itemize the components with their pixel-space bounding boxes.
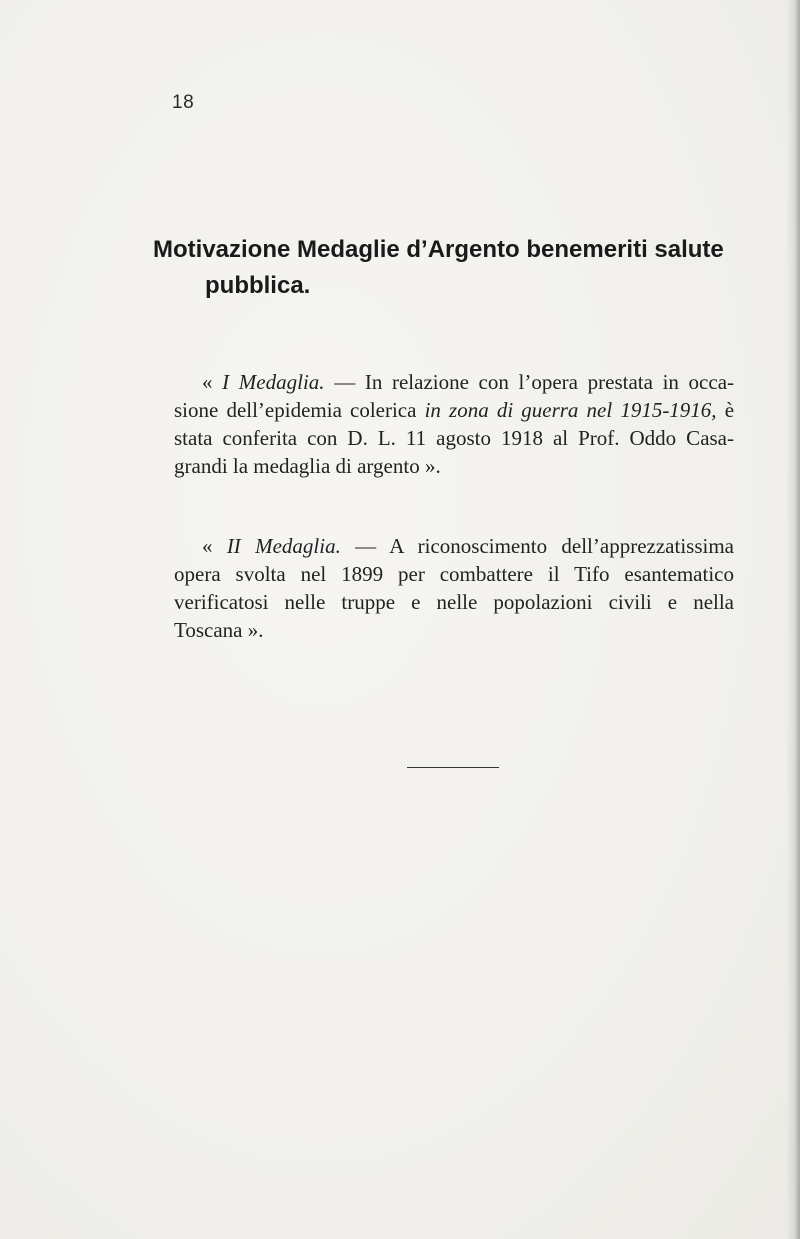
- paragraph1-line-4: grandi la medaglia di argento ».: [174, 454, 441, 478]
- paragraph2-line-1-text: — A riconoscimento dell’apprezzatissima: [355, 534, 734, 558]
- medal-label: II Medaglia.: [226, 534, 341, 558]
- paragraph-first-medal: [174, 368, 734, 480]
- section-heading: [153, 232, 733, 304]
- page-number: 18: [172, 92, 195, 113]
- paragraph2-line-3: verificatosi nelle truppe e nelle popolazioni civili e nella: [174, 590, 734, 614]
- paragraph1-line-2-end: è: [724, 398, 735, 422]
- paragraph2-line-4: Toscana ».: [174, 618, 264, 642]
- paragraph2-line-1: [174, 532, 734, 560]
- section-divider: [407, 767, 499, 768]
- paragraph1-line-2: [174, 396, 734, 424]
- paragraph1-italic-phrase: in zona di guerra nel 1915-1916,: [424, 398, 717, 422]
- paragraph2-line-2: opera svolta nel 1899 per combattere il Tifo esantematico: [174, 562, 734, 586]
- heading-line-2: pubblica.: [205, 272, 311, 299]
- paragraph1-line-1-text: — In relazione con l’opera prestata in occa-: [334, 370, 735, 394]
- paragraph1-line-3: stata conferita con D. L. 11 agosto 1918 al Prof. Oddo Casa-: [174, 426, 734, 450]
- paragraph1-line-1: [174, 368, 734, 396]
- heading-line-1: Motivazione Medaglie d’Argento benemeriti salute: [153, 236, 724, 263]
- paragraph1-line-2-text: sione dell’epidemia colerica: [174, 398, 417, 422]
- open-quote: «: [202, 370, 213, 394]
- page-edge-shadow: [786, 0, 800, 1239]
- medal-label: I Medaglia.: [222, 370, 325, 394]
- open-quote: «: [202, 534, 213, 558]
- paragraph-second-medal: [174, 532, 734, 644]
